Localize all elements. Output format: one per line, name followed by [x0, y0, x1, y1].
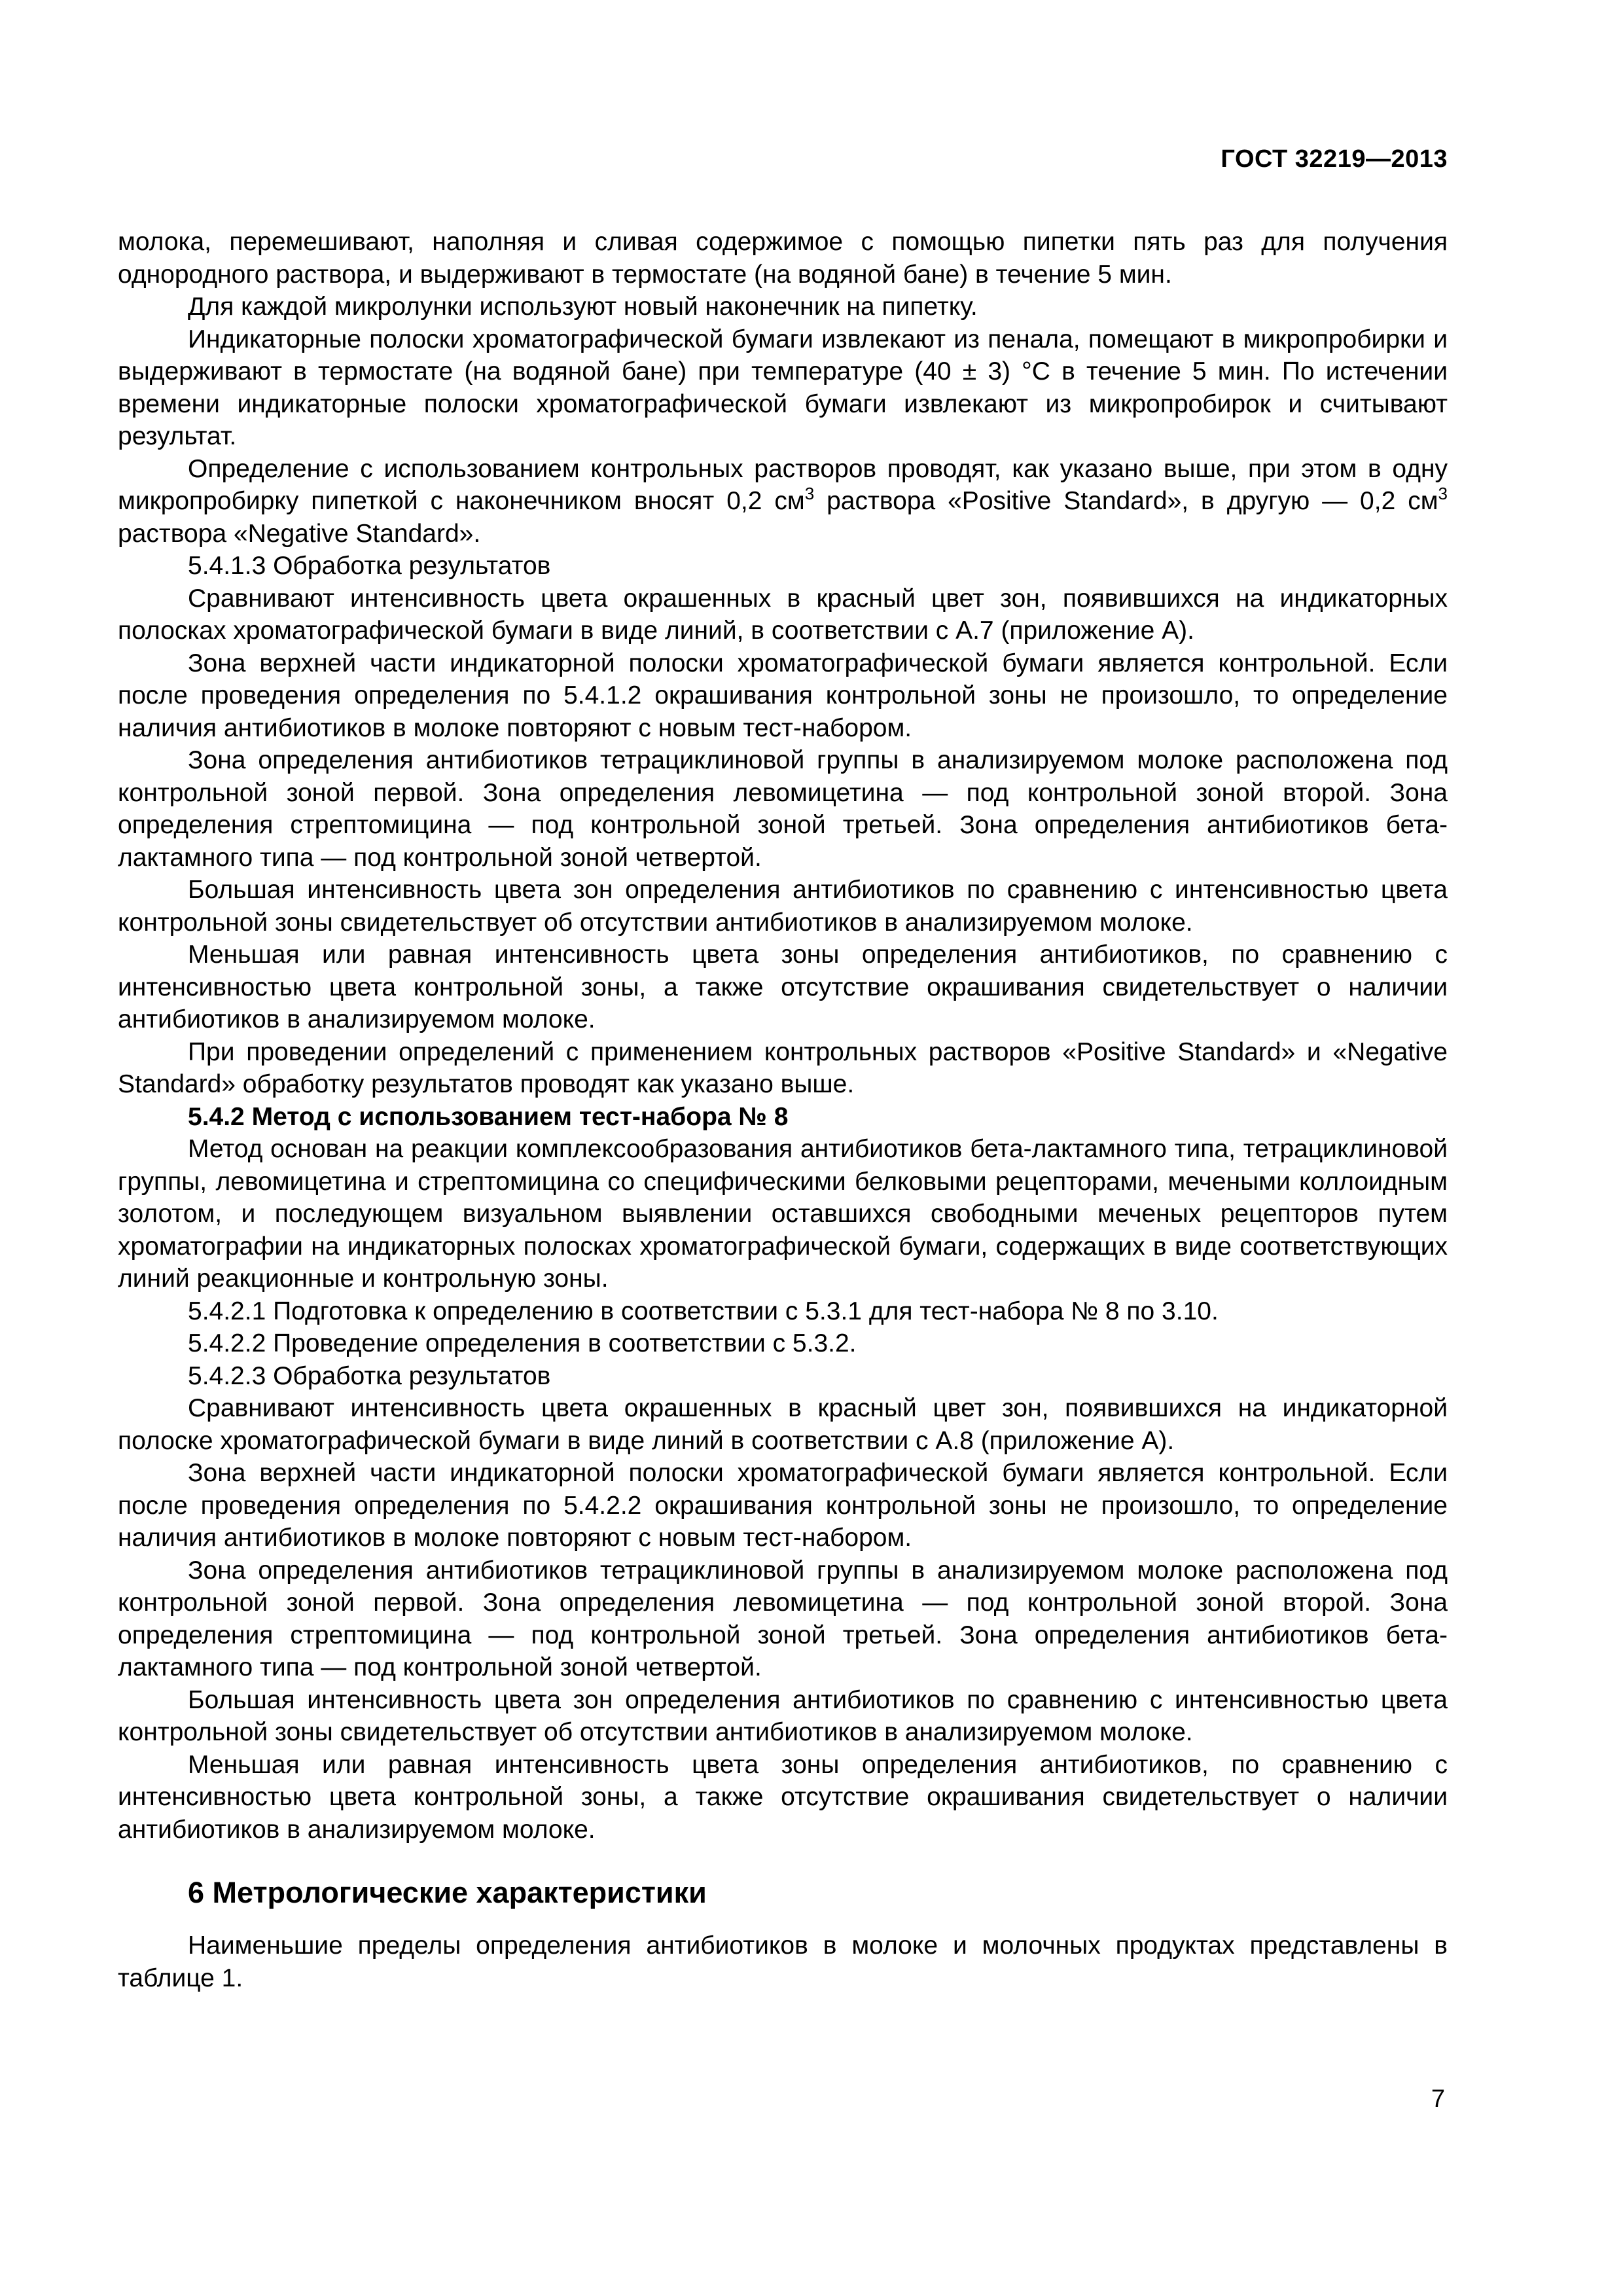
paragraph: 5.4.2.1 Подготовка к определению в соответствии с 5.3.1 для тест-набора № 8 по 3.10. [188, 1297, 1219, 1325]
text-span: раствора «Positive Standard», в другую — 0,2 см [814, 487, 1438, 515]
paragraph-control-solutions [118, 453, 1448, 550]
superscript: 3 [1438, 484, 1448, 503]
paragraph: 5.4.2.2 Проведение определения в соответствии с 5.3.2. [188, 1329, 857, 1357]
paragraph: Зона определения антибиотиков тетрациклиновой группы в анализируемом молоке расположена под контрольной зоной первой. Зона определения левомицетина — под контрольной зоной второй. Зона определения стрептомицина — под контрольной зоной третьей. Зона определения антибиотиков бета-лактамного типа — под контрольной зоной четвертой. [118, 1556, 1448, 1681]
paragraph: При проведении определений с применением контрольных растворов «Positive Standard» и «Negative Standard» обработку результатов проводят как указано выше. [118, 1037, 1448, 1098]
paragraph: Индикаторные полоски хроматографической бумаги извлекают из пенала, помещают в микропробирки и выдерживают в термостате (на водяной бане) при температуре (40 ± 3) °С в течение 5 мин. По истечении времени индикаторные полоски хроматографической бумаги извлекают из микропробирок и считывают результат. [118, 325, 1448, 450]
paragraph: Большая интенсивность цвета зон определения антибиотиков по сравнению с интенсивностью цвета контрольной зоны свидетельствует об отсутствии антибиотиков в анализируемом молоке. [118, 1685, 1448, 1746]
paragraph: Зона верхней части индикаторной полоски хроматографической бумаги является контрольной. Если после проведения определения по 5.4.2.2 окрашивания контрольной зоны не произошло, то определение наличия антибиотиков в молоке повторяют с новым тест-набором. [118, 1459, 1448, 1552]
subsection-heading: 5.4.2.3 Обработка результатов [188, 1361, 551, 1390]
section-title: 6 Метрологические характеристики [188, 1876, 707, 1909]
subsection-heading: 5.4.1.3 Обработка результатов [188, 552, 551, 580]
standard-header: ГОСТ 32219—2013 [1221, 145, 1448, 173]
paragraph: Сравнивают интенсивность цвета окрашенных в красный цвет зон, появившихся на индикаторных полосках хроматографической бумаги в виде линий, в соответствии с А.7 (приложение А). [118, 584, 1448, 645]
paragraph: Метод основан на реакции комплексообразования антибиотиков бета-лактамного типа, тетрациклиновой группы, левомицетина и стрептомицина со специфическими белковыми рецепторами, мечеными коллоидным золотом, и последующем визуальном выявлении оставшихся свободными меченых рецепторов путем хроматографии на индикаторных полосках хроматографической бумаги, содержащих в виде соответствующих линий реакционные и контрольную зоны. [118, 1135, 1448, 1293]
paragraph: Наименьшие пределы определения антибиотиков в молоке и молочных продуктах представлены в таблице 1. [118, 1931, 1448, 1992]
paragraph: Большая интенсивность цвета зон определения антибиотиков по сравнению с интенсивностью цвета контрольной зоны свидетельствует об отсутствии антибиотиков в анализируемом молоке. [118, 876, 1448, 937]
page-number: 7 [1431, 2085, 1445, 2113]
paragraph: Сравнивают интенсивность цвета окрашенных в красный цвет зон, появившихся на индикаторной полоске хроматографической бумаги в виде линий в соответствии с А.8 (приложение А). [118, 1394, 1448, 1455]
paragraph: молока, перемешивают, наполняя и сливая содержимое с помощью пипетки пять раз для получения однородного раствора, и выдерживают в термостате (на водяной бане) в течение 5 мин. [118, 228, 1448, 289]
paragraph: Зона определения антибиотиков тетрациклиновой группы в анализируемом молоке расположена под контрольной зоной первой. Зона определения левомицетина — под контрольной зоной второй. Зона определения стрептомицина — под контрольной зоной третьей. Зона определения антибиотиков бета-лактамного типа — под контрольной зоной четвертой. [118, 746, 1448, 872]
document-body [118, 226, 1448, 1994]
subsection-heading-bold: 5.4.2 Метод с использованием тест-набора № 8 [188, 1102, 789, 1131]
paragraph: Для каждой микролунки используют новый наконечник на пипетку. [188, 293, 978, 321]
superscript: 3 [804, 484, 815, 503]
paragraph: Меньшая или равная интенсивность цвета зоны определения антибиотиков, по сравнению с интенсивностью цвета контрольной зоны, а также отсутствие окрашивания свидетельствует о наличии антибиотиков в анализируемом молоке. [118, 1750, 1448, 1844]
text-span: раствора «Negative Standard». [118, 519, 481, 548]
paragraph: Меньшая или равная интенсивность цвета зоны определения антибиотиков, по сравнению с интенсивностью цвета контрольной зоны, а также отсутствие окрашивания свидетельствует о наличии антибиотиков в анализируемом молоке. [118, 941, 1448, 1033]
paragraph: Зона верхней части индикаторной полоски хроматографической бумаги является контрольной. Если после проведения определения по 5.4.1.2 окрашивания контрольной зоны не произошло, то определение наличия антибиотиков в молоке повторяют с новым тест-набором. [118, 649, 1448, 742]
text-span: Определение с использованием контрольных растворов проводят, как указано выше, при этом в одну микропробирку пипеткой с наконечником вносят 0,2 см [118, 454, 1448, 515]
